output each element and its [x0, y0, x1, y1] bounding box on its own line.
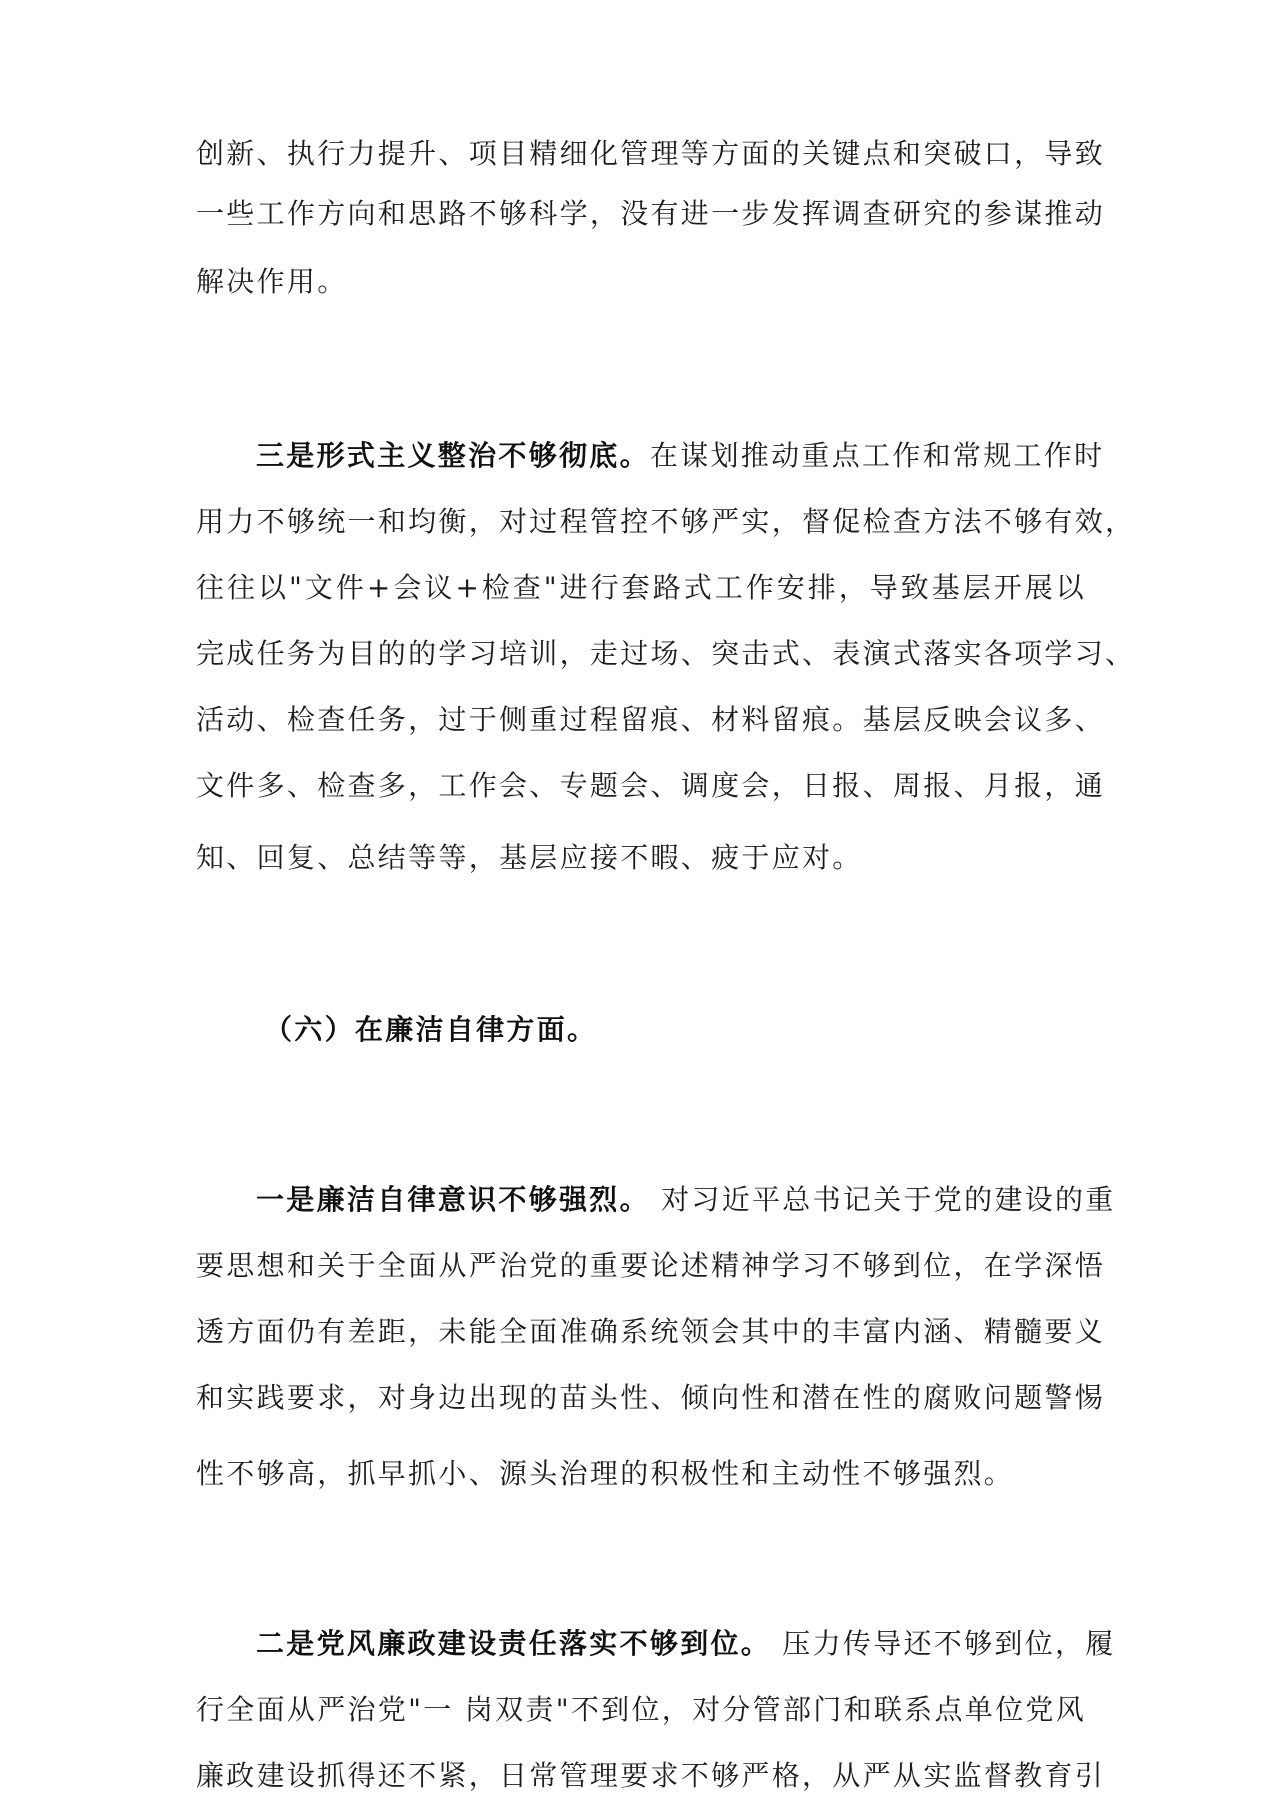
para2-line-6: 文件多、检查多，工作会、专题会、调度会，日报、周报、月报，通	[196, 769, 1106, 802]
para4-line-3: 廉政建设抓得还不紧，日常管理要求不够严格，从严从实监督教育引	[196, 1759, 1106, 1792]
para1-line-1: 创新、执行力提升、项目精细化管理等方面的关键点和突破口，导致	[196, 137, 1106, 170]
para4-heading: 二是党风廉政建设责任落实不够到位。	[256, 1627, 772, 1660]
para3-line-2: 要思想和关于全面从严治党的重要论述精神学习不够到位，在学深悟	[196, 1249, 1106, 1282]
para2-line-7: 知、回复、总结等等，基层应接不暇、疲于应对。	[196, 841, 863, 874]
para2-line-4: 完成任务为目的的学习培训，走过场、突击式、表演式落实各项学习、	[196, 637, 1136, 670]
para4-line-1-rest: 压力传导还不够到位，履	[771, 1627, 1116, 1660]
section-heading-6: （六）在廉洁自律方面。	[264, 1013, 598, 1046]
para2-line-1-rest: 在谋划推动重点工作和常规工作时	[649, 439, 1105, 472]
para2-line-3: 往往以"文件+会议+检查"进行套路式工作安排，导致基层开展以	[196, 571, 1086, 604]
para3-line-4: 和实践要求，对身边出现的苗头性、倾向性和潜在性的腐败问题警惕	[196, 1381, 1106, 1414]
para1-line-3: 解决作用。	[196, 265, 348, 298]
para3-line-1	[256, 1180, 1116, 1220]
para4-line-1	[256, 1624, 1116, 1664]
para2-line-5: 活动、检查任务，过于侧重过程留痕、材料留痕。基层反映会议多、	[196, 703, 1106, 736]
para3-line-3: 透方面仍有差距，未能全面准确系统领会其中的丰富内涵、精髓要义	[196, 1315, 1106, 1348]
para2-line-1	[256, 436, 1105, 476]
para2-line-2: 用力不够统一和均衡，对过程管控不够严实，督促检查方法不够有效，	[196, 505, 1136, 538]
para2-heading: 三是形式主义整治不够彻底。	[256, 439, 650, 472]
para3-heading: 一是廉洁自律意识不够强烈。	[256, 1183, 650, 1216]
para1-line-2: 一些工作方向和思路不够科学，没有进一步发挥调查研究的参谋推动	[196, 197, 1106, 230]
para4-line-2: 行全面从严治党"一 岗双责"不到位，对分管部门和联系点单位党风	[196, 1693, 1086, 1726]
para3-line-5: 性不够高，抓早抓小、源头治理的积极性和主动性不够强烈。	[196, 1457, 1015, 1490]
para3-line-1-rest: 对习近平总书记关于党的建设的重	[649, 1183, 1116, 1216]
